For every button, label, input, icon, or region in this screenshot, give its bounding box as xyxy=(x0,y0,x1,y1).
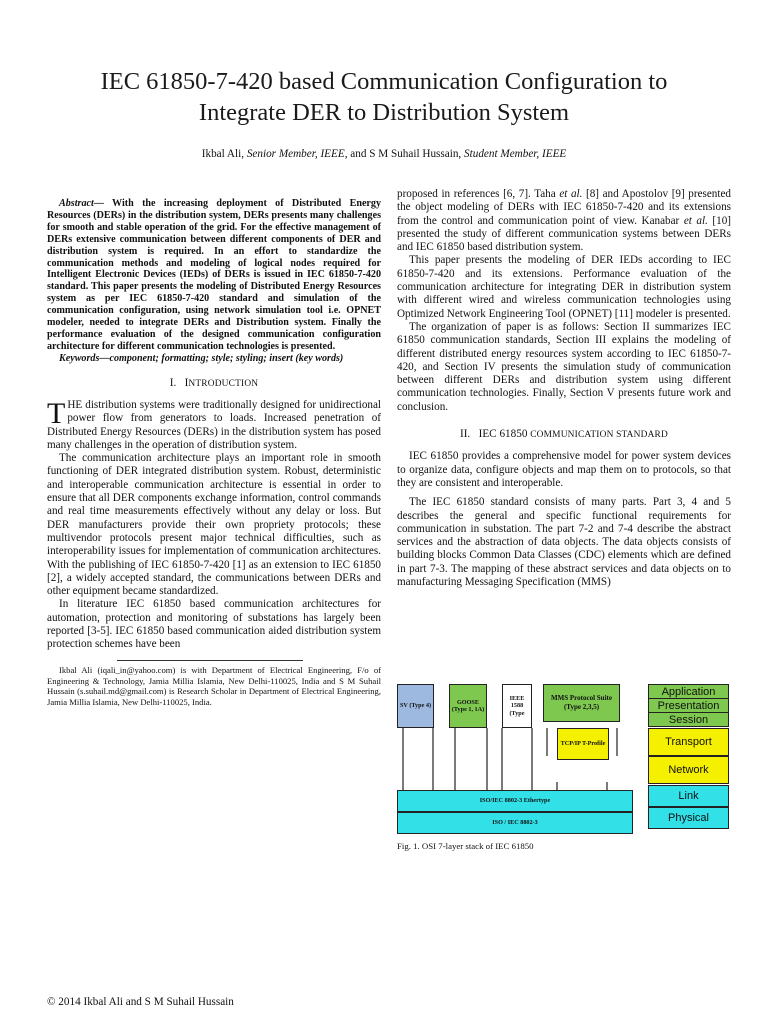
intro-paragraph-1-text: HE distribution systems were traditionally designed for unidirectional power flow from generators to loads. Increased penetration of Distributed Energy Resources (DERs) in the distribution system has posed many challenges in the operation of distribution system. xyxy=(47,398,381,451)
figure-caption: Fig. 1. OSI 7-layer stack of IEC 61850 xyxy=(397,841,534,851)
mms-box: MMS Protocol Suite (Type 2,3,5) xyxy=(543,684,620,722)
right-paragraph-1 xyxy=(397,188,731,254)
author-line xyxy=(20,147,748,161)
sec2-paragraph-2: The IEC 61850 standard consists of many parts. Part 3, 4 and 5 describes the general and specific functional requirements for communication in substation. The part 7-2 and 7-4 describe the abstract services and the abstraction of data objects. The data objects consists of building blocks Common Data Classes (CDC) elements which are defined in part 7-3. The mapping of these abstract services and data objects on to manufacturing Messaging Specification (MMS) xyxy=(397,496,731,589)
section-title-initial: IEC 61850 xyxy=(478,428,531,441)
layer-presentation: Presentation xyxy=(648,698,729,713)
section-title-rest: NTRODUCTION xyxy=(188,378,259,389)
layer-link: Link xyxy=(648,785,729,807)
section-title-rest: COMMUNICATION STANDARD xyxy=(530,430,668,441)
right-p1-c: [10] presented the study of different communication systems between DERs and IEC 61850 based distribution system. xyxy=(397,214,731,254)
section-title-initial: I xyxy=(184,376,189,389)
author-2-role: Student Member, IEEE xyxy=(464,148,567,160)
drop-cap: T xyxy=(47,396,66,430)
author-1-role: Senior Member, IEEE xyxy=(246,148,345,160)
figure-osi-stack xyxy=(397,684,731,834)
author-1: Ikbal Ali, xyxy=(201,148,247,160)
paper-title xyxy=(20,66,748,128)
tcpip-box: TCP/IP T-Profile xyxy=(557,728,609,760)
right-p1-b: [8] and Apostolov [9] presented the object modeling of DERs with IEC 61850-7-420 and its extensions from the control and communication point of view. Kanabar xyxy=(397,188,731,227)
layer-session: Session xyxy=(648,712,729,727)
author-2: , and S M Suhail Hussain, xyxy=(344,148,465,160)
right-paragraph-2: This paper presents the modeling of DER IEDs according to IEC 61850-7-420 and its extensions. Performance evaluation of the communication architecture for integrating DER in distribution system with different wired and wireless communication technologies using Optimized Network Engineering Tool (OPNET) [11] modeler is presented. xyxy=(397,254,731,320)
ieee-1588-box: IEEE 1588 (Type xyxy=(502,684,532,728)
title-line-2: Integrate DER to Distribution System xyxy=(198,99,570,126)
abstract-label: Abstract xyxy=(59,198,94,209)
layer-application: Application xyxy=(648,684,729,699)
right-paragraph-3: The organization of paper is as follows: Section II summarizes IEC 61850 communication standards, Section III explains the modeling of different distributed energy resources system according to IEC 61850-7-420, and Section IV presents the simulation study of communication between different DERs and distribution system using different communication technologies. Finally, Section V presents future work and conclusion. xyxy=(397,320,731,413)
section-heading-iec61850 xyxy=(397,428,731,442)
intro-paragraph-3: In literature IEC 61850 based communication architectures for automation, protection and monitoring of substations has largely been reported [3-5]. IEC 61850 based communication aided distribution system protection schemes have been xyxy=(47,598,381,651)
layer-transport: Transport xyxy=(648,728,729,756)
keywords: Keywords—component; formatting; style; styling; insert (key words) xyxy=(59,352,344,364)
section-number: II. xyxy=(459,428,471,441)
iso-8802-box: ISO / IEC 8802-3 xyxy=(397,812,633,834)
right-p1-etal-2: et al. xyxy=(683,214,708,227)
right-p1-etal-1: et al. xyxy=(559,188,583,200)
section-heading-introduction xyxy=(47,377,381,391)
goose-box: GOOSE (Type 1, 1A) xyxy=(449,684,487,728)
title-line-1: IEC 61850-7-420 based Communication Configuration to xyxy=(100,68,668,95)
right-column xyxy=(397,188,731,589)
intro-paragraph-1 xyxy=(47,396,381,452)
layer-network: Network xyxy=(648,756,729,784)
sv-box: SV (Type 4) xyxy=(397,684,434,728)
sec2-paragraph-1: IEC 61850 provides a comprehensive model for power system devices to organize data, configure objects and map them on to protocols, so that they are consistent and interoperable. xyxy=(397,450,731,489)
intro-paragraph-2: The communication architecture plays an important role in smooth functioning of DER integrated distribution system. Robust, deterministic and interoperable communication architecture is essential in order to ensure that all DER components exchange information, control commands and real time measurements effectively without any delay or loss. But DER manufacturers provide their own propriety protocols; these multivendor protocols present major technical difficulties, such as interoperability issues for implementation of communication architectures. With the publishing of IEC 61850-7-420 [1] as an extension to IEC 61850 [2], a widely accepted standard, the communications between DERs and other equipment became standardized. xyxy=(47,452,381,598)
copyright-notice: © 2014 Ikbal Ali and S M Suhail Hussain xyxy=(47,996,234,1008)
right-p1-a: proposed in references [6, 7]. Taha xyxy=(397,188,560,200)
author-footnote: Ikbal Ali (iqali_in@yahoo.com) is with Department of Electrical Engineering, F/o of Engineering & Technology, Jamia Millia Islamia, New Delhi-110025, India and S M Suhail Hussain (s.suhail.md@gmail.com) is Research Scholar in Department of Electrical Engineering, Jamia Millia Islamia, New Delhi-110025, India. xyxy=(47,664,381,708)
layer-physical: Physical xyxy=(648,807,729,829)
abstract-text: — With the increasing deployment of Distributed Energy Resources (DERs) in the distribution system, DERs presents many challenges for smooth and stable operation of the grid. For the effective management of DERs extensive communication between different components of DER and distribution system is required. In an effort to standardize the communication methods and modeling of logical nodes required for Intelligent Electronic Devices (IEDs) of DERs is issued in IEC 61850-7-420 standard. This paper presents the modeling of Distributed Energy Resources system as per IEC 61850-7-420 standard and simulation of the communication configuration, using network simulation tool i.e. OPNET modeler, needed to integrate DERs and Distribution system. Finally the performance evaluation of the designed communication configuration architecture for different communication technologies is presented. xyxy=(47,198,381,352)
ethertype-box: ISO/IEC 8802-3 Ethertype xyxy=(397,790,633,812)
left-column xyxy=(47,198,381,708)
footnote-rule xyxy=(117,660,303,661)
section-number: I. xyxy=(169,376,177,389)
abstract xyxy=(47,198,381,353)
